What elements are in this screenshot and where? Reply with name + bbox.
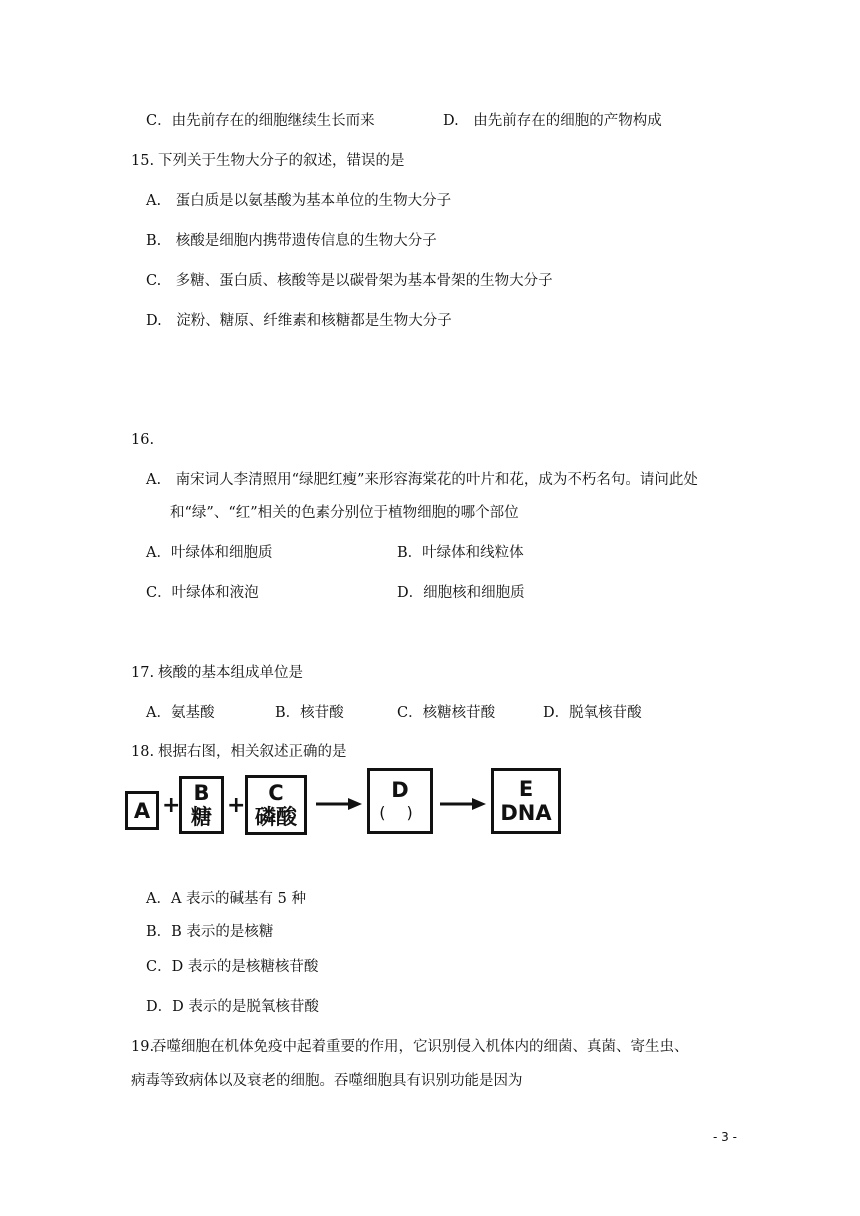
q18-option-c: C．D 表示的是核糖核苷酸 (146, 959, 319, 975)
q19-number: 19. (131, 1039, 155, 1055)
q15-option-c: C. 多糖、蛋白质、核酸等是以碳骨架为基本骨架的生物大分子 (146, 273, 553, 289)
box-e-top-label: E (518, 777, 534, 801)
q14-option-d: D. 由先前存在的细胞的产物构成 (443, 113, 662, 129)
page-number: - 3 - (713, 1130, 737, 1144)
q15-stem: 下列关于生物大分子的叙述，错误的是 (158, 153, 405, 169)
box-b-bottom-label: 糖 (191, 805, 212, 829)
q14-option-c: C．由先前存在的细胞继续生长而来 (146, 113, 375, 129)
q17-stem: 核酸的基本组成单位是 (158, 665, 303, 681)
arrow-icon (440, 796, 486, 812)
q17-number: 17. (131, 665, 155, 681)
q16-stem-line2: 和“绿”、“红”相关的色素分别位于植物细胞的哪个部位 (170, 505, 519, 521)
q18-option-b: B．B 表示的是核糖 (146, 924, 274, 940)
q16-stem-line1: A. 南宋词人李清照用“绿肥红瘦”来形容海棠花的叶片和花，成为不朽名句。请问此处 (146, 472, 698, 488)
q18-option-d: D．D 表示的是脱氧核苷酸 (146, 999, 319, 1015)
box-c-top-label: C (268, 781, 284, 805)
q18-stem: 根据右图，相关叙述正确的是 (158, 744, 347, 760)
box-b (179, 776, 224, 834)
box-d-top-label: D (391, 778, 409, 802)
box-e (491, 768, 561, 834)
box-a-label: A (133, 798, 151, 823)
q19-line2: 病毒等致病体以及衰老的细胞。吞噬细胞具有识别功能是因为 (131, 1073, 523, 1089)
q15-option-a: A. 蛋白质是以氨基酸为基本单位的生物大分子 (146, 193, 452, 209)
q17-option-a: A．氨基酸 (146, 705, 215, 721)
q15-number: 15. (131, 153, 155, 169)
q18-number: 18. (131, 744, 155, 760)
box-a (125, 791, 159, 830)
q16-option-a: A．叶绿体和细胞质 (146, 545, 273, 561)
q16-number: 16. (131, 432, 155, 448)
box-b-top-label: B (193, 781, 210, 805)
q15-option-d: D. 淀粉、糖原、纤维素和核糖都是生物大分子 (146, 313, 452, 329)
q17-option-c: C．核糖核苷酸 (397, 705, 496, 721)
plus-sign-1: + (162, 793, 181, 818)
box-e-bottom-label: DNA (500, 801, 552, 825)
box-c-bottom-label: 磷酸 (255, 805, 297, 829)
q19-line1: 吞噬细胞在机体免疫中起着重要的作用，它识别侵入机体内的细菌、真菌、寄生虫、 (152, 1039, 689, 1055)
q16-option-d: D．细胞核和细胞质 (397, 585, 525, 601)
q16-option-b: B．叶绿体和线粒体 (397, 545, 524, 561)
arrow-icon (316, 796, 362, 812)
box-d-bottom-label: ( ) (379, 803, 421, 822)
q17-option-b: B．核苷酸 (275, 705, 344, 721)
q18-option-a: A．A 表示的碱基有 5 种 (146, 891, 306, 907)
q16-option-c: C．叶绿体和液泡 (146, 585, 259, 601)
q15-option-b: B. 核酸是细胞内携带遗传信息的生物大分子 (146, 233, 437, 249)
box-d (367, 768, 433, 834)
plus-sign-2: + (227, 793, 246, 818)
q17-option-d: D．脱氧核苷酸 (543, 705, 642, 721)
box-c (245, 775, 307, 835)
